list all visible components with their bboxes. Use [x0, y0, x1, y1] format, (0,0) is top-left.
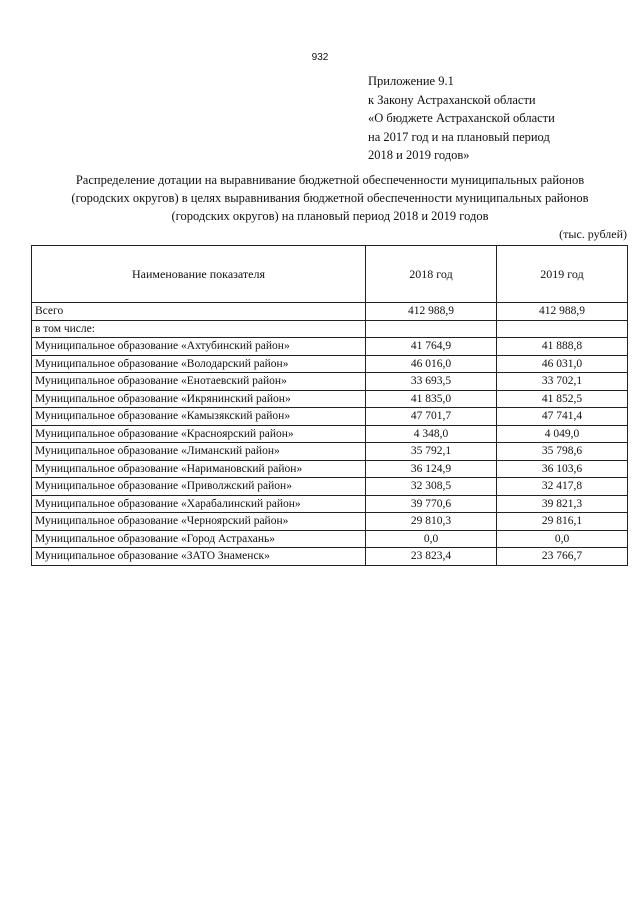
- row-value-2019: 36 103,6: [497, 460, 628, 478]
- table-row: [32, 425, 628, 443]
- row-name: Всего: [32, 303, 366, 321]
- row-value-2019: 29 816,1: [497, 513, 628, 531]
- appendix-line: «О бюджете Астраханской области: [368, 111, 555, 125]
- document-title: [20, 171, 640, 225]
- table-row: [32, 495, 628, 513]
- row-value-2018: 41 764,9: [366, 338, 497, 356]
- table-row: [32, 390, 628, 408]
- header-2018: 2018 год: [366, 246, 497, 303]
- appendix-line: на 2017 год и на плановый период: [368, 129, 550, 144]
- row-value-2019: 412 988,9: [497, 303, 628, 321]
- table-row: [32, 338, 628, 356]
- table-row: [32, 478, 628, 496]
- row-name: Муниципальное образование «Ахтубинский район»: [32, 338, 366, 356]
- row-name: Муниципальное образование «Володарский район»: [32, 355, 366, 373]
- appendix-line: Приложение 9.1: [368, 74, 454, 88]
- row-value-2018: 35 792,1: [366, 443, 497, 461]
- title-line: Распределение дотации на выравнивание бюджетной обеспеченности муниципальных районов: [75, 173, 585, 187]
- subsidy-table: [31, 245, 628, 566]
- appendix-line: к Закону Астраханской области: [368, 92, 536, 107]
- row-value-2019: [497, 320, 628, 338]
- row-value-2018: 23 823,4: [366, 548, 497, 566]
- row-value-2018: 46 016,0: [366, 355, 497, 373]
- row-name: Муниципальное образование «Харабалинский район»: [32, 495, 366, 513]
- table-body: [32, 303, 628, 566]
- row-name: Муниципальное образование «Енотаевский район»: [32, 373, 366, 391]
- row-value-2019: 4 049,0: [497, 425, 628, 443]
- row-value-2019: 41 852,5: [497, 390, 628, 408]
- row-name: Муниципальное образование «Черноярский район»: [32, 513, 366, 531]
- row-name: Муниципальное образование «Приволжский район»: [32, 478, 366, 496]
- units-label: (тыс. рублей): [559, 227, 627, 241]
- row-value-2019: 35 798,6: [497, 443, 628, 461]
- row-name: Муниципальное образование «Наримановский район»: [32, 460, 366, 478]
- table-row: [32, 530, 628, 548]
- title-line: (городских округов) в целях выравнивания бюджетной обеспеченности муниципальных районов: [71, 191, 589, 205]
- row-value-2018: 0,0: [366, 530, 497, 548]
- table-row: [32, 408, 628, 426]
- row-value-2018: 36 124,9: [366, 460, 497, 478]
- row-value-2018: 29 810,3: [366, 513, 497, 531]
- table-row: [32, 303, 628, 321]
- row-value-2018: 41 835,0: [366, 390, 497, 408]
- table-row: [32, 548, 628, 566]
- table-row: [32, 460, 628, 478]
- row-value-2019: 23 766,7: [497, 548, 628, 566]
- row-value-2018: 39 770,6: [366, 495, 497, 513]
- row-value-2019: 39 821,3: [497, 495, 628, 513]
- table-row: [32, 443, 628, 461]
- appendix-header: [368, 72, 628, 165]
- table-header-row: [32, 246, 628, 303]
- appendix-line: 2018 и 2019 годов»: [368, 148, 470, 162]
- row-name: Муниципальное образование «Лиманский район»: [32, 443, 366, 461]
- row-name: Муниципальное образование «Камызякский район»: [32, 408, 366, 426]
- row-value-2018: 32 308,5: [366, 478, 497, 496]
- row-value-2018: 47 701,7: [366, 408, 497, 426]
- table-row: [32, 355, 628, 373]
- row-value-2019: 41 888,8: [497, 338, 628, 356]
- row-value-2019: 46 031,0: [497, 355, 628, 373]
- row-value-2019: 32 417,8: [497, 478, 628, 496]
- row-name: Муниципальное образование «ЗАТО Знаменск»: [32, 548, 366, 566]
- row-value-2018: 33 693,5: [366, 373, 497, 391]
- row-name: Муниципальное образование «Город Астрахань»: [32, 530, 366, 548]
- row-name: Муниципальное образование «Икрянинский район»: [32, 390, 366, 408]
- table-row: [32, 320, 628, 338]
- row-name: Муниципальное образование «Красноярский район»: [32, 425, 366, 443]
- row-value-2019: 47 741,4: [497, 408, 628, 426]
- table-row: [32, 513, 628, 531]
- row-value-2018: [366, 320, 497, 338]
- row-value-2019: 0,0: [497, 530, 628, 548]
- row-name: в том числе:: [32, 320, 366, 338]
- row-value-2019: 33 702,1: [497, 373, 628, 391]
- table-row: [32, 373, 628, 391]
- header-indicator: Наименование показателя: [32, 246, 366, 303]
- title-line: (городских округов) на плановый период 2018 и 2019 годов: [171, 209, 489, 223]
- row-value-2018: 412 988,9: [366, 303, 497, 321]
- header-2019: 2019 год: [497, 246, 628, 303]
- row-value-2018: 4 348,0: [366, 425, 497, 443]
- page-number: 932: [311, 52, 329, 63]
